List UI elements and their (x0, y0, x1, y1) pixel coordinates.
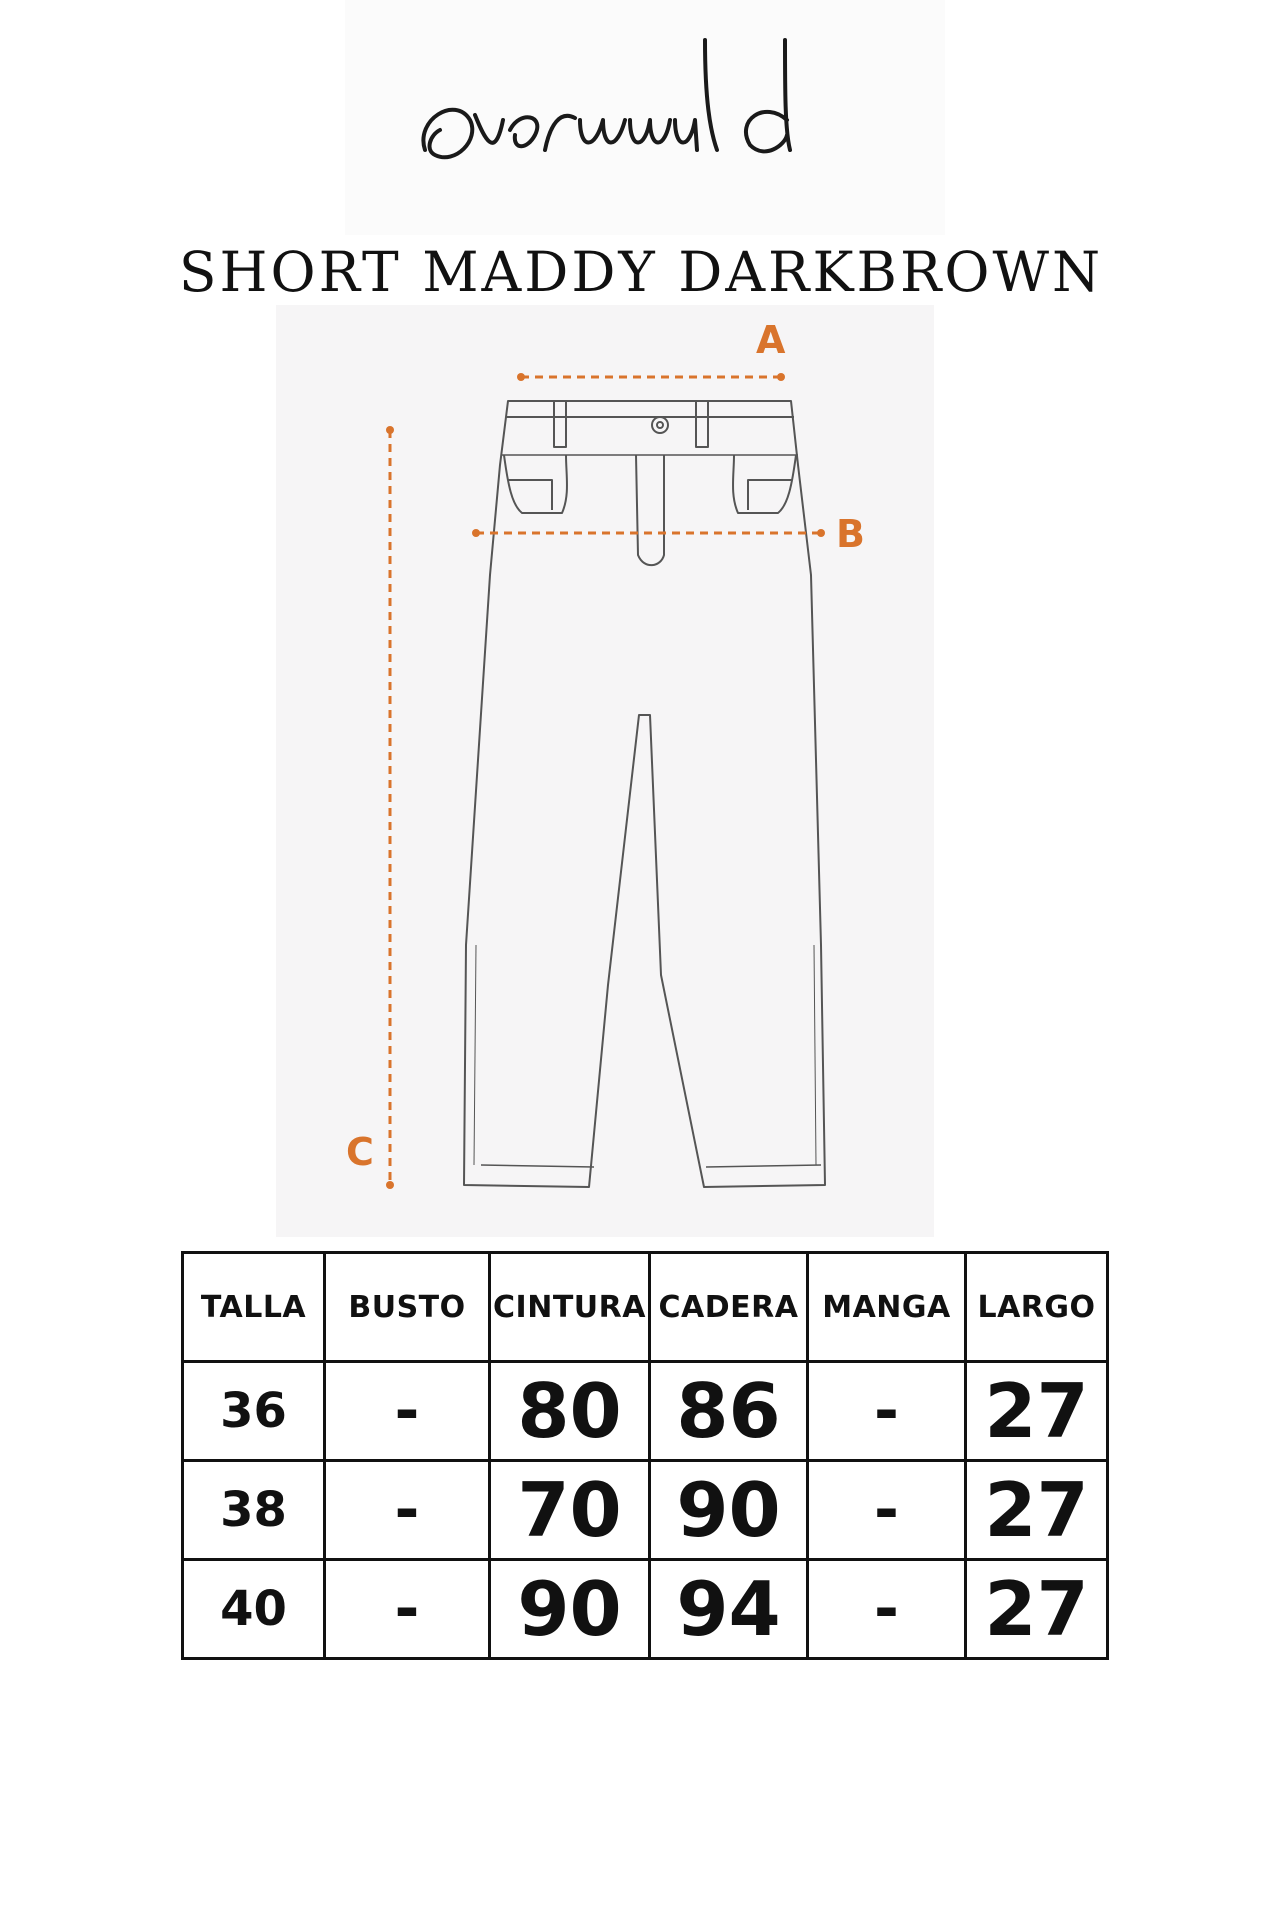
largo-cell: 27 (966, 1461, 1108, 1560)
pants-outline-icon (464, 401, 825, 1187)
column-header-cadera: CADERA (650, 1253, 808, 1362)
column-header-busto: BUSTO (325, 1253, 490, 1362)
pants-illustration (276, 305, 934, 1237)
cintura-cell: 70 (490, 1461, 650, 1560)
size-cell: 38 (183, 1461, 325, 1560)
largo-cell: 27 (966, 1362, 1108, 1461)
column-header-manga: MANGA (808, 1253, 966, 1362)
busto-cell: - (325, 1461, 490, 1560)
measure-label-b: B (836, 512, 865, 556)
column-header-talla: TALLA (183, 1253, 325, 1362)
largo-cell: 27 (966, 1560, 1108, 1659)
column-header-largo: LARGO (966, 1253, 1108, 1362)
cintura-cell: 90 (490, 1560, 650, 1659)
size-chart-table (181, 1251, 1109, 1660)
column-header-cintura: CINTURA (490, 1253, 650, 1362)
size-cell: 36 (183, 1362, 325, 1461)
measure-label-c: C (346, 1130, 374, 1174)
manga-cell: - (808, 1362, 966, 1461)
table-row (183, 1560, 1108, 1659)
manga-cell: - (808, 1560, 966, 1659)
size-cell: 40 (183, 1560, 325, 1659)
cintura-cell: 80 (490, 1362, 650, 1461)
cadera-cell: 86 (650, 1362, 808, 1461)
table-header-row (183, 1253, 1108, 1362)
cadera-cell: 90 (650, 1461, 808, 1560)
pants-measurement-diagram (276, 305, 934, 1237)
cadera-cell: 94 (650, 1560, 808, 1659)
table-row (183, 1461, 1108, 1560)
brand-logo-image (345, 0, 945, 235)
product-title: SHORT MADDY DARKBROWN (178, 240, 1104, 304)
manga-cell: - (808, 1461, 966, 1560)
busto-cell: - (325, 1362, 490, 1461)
measure-label-a: A (756, 318, 786, 362)
table-row (183, 1362, 1108, 1461)
brand-logo (345, 0, 945, 235)
busto-cell: - (325, 1560, 490, 1659)
